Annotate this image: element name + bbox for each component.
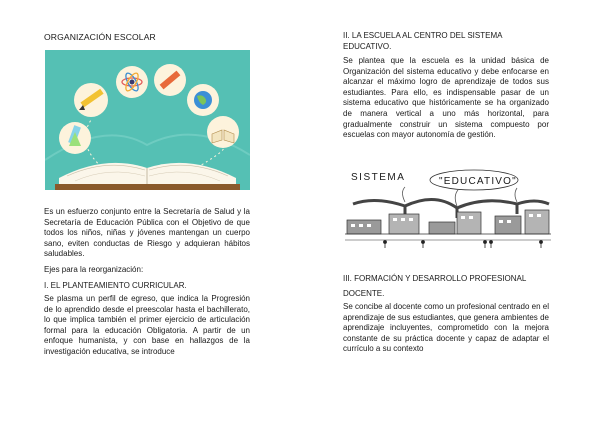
intro-paragraph: Es un esfuerzo conjunto entre la Secretaría de Salud y la Secretaría de Educación Pública con el Objetivo de que todos los niños, niñas y jóvenes mantengan un cuerpo sano, eviten conductas de Riesgo y adquieran hábitos saludables. (44, 207, 250, 259)
section-1-body: Se plasma un perfil de egreso, que indica la Progresión de lo aprendido desde el preescolar hasta el bachillerato, lo que implica también el primer ejercicio de articulación formal para la educación Obligatoria. A partir de un enfoque humanista, y con base en hallazgos de la investigación educativa, se introduce (44, 294, 250, 356)
atom-bubble-icon (116, 66, 148, 98)
section-1-heading: I. EL PLANTEAMIENTO CURRICULAR. (44, 281, 187, 290)
page-title: ORGANIZACIÓN ESCOLAR (44, 32, 156, 42)
crayon-bubble-icon (154, 64, 186, 96)
test-tube-bubble-icon (59, 122, 91, 154)
diagram-label-sistema: SISTEMA (351, 172, 406, 183)
axes-heading: Ejes para la reorganización: (44, 265, 144, 274)
section-3-heading: III. FORMACIÓN Y DESARROLLO PROFESIONAL DOCENTE. (343, 274, 527, 298)
diagram-label-educativo: "EDUCATIVO" (439, 176, 517, 187)
education-book-illustration (45, 50, 250, 190)
pencil-bubble-icon (74, 83, 108, 117)
section-3-body: Se concibe al docente como un profesional centrado en el aprendizaje de sus estudiantes, que genera ambientes de aprendizaje incluyentes, comprometido con la mejora constante de su práctica docente y capaz de adaptar el currículo a su contexto (343, 302, 549, 354)
section-2-heading: II. LA ESCUELA AL CENTRO DEL SISTEMA EDUCATIVO. (343, 31, 503, 51)
educational-system-diagram (345, 162, 551, 262)
globe-bubble-icon (187, 84, 219, 116)
section-2-body: Se plantea que la escuela es la unidad básica de Organización del sistema educativo y debe enfocarse en alcanzar el máximo logro de aprendizaje de todos sus estudiantes. Para ello, es indispensable pasar de un sistema educativo que históricamente se ha organizado de manera vertical a uno más horizontal, para gradualmente construir un sistema compuesto por escuelas con mayor autonomía de gestión. (343, 56, 549, 140)
open-book-bubble-icon (207, 116, 239, 148)
